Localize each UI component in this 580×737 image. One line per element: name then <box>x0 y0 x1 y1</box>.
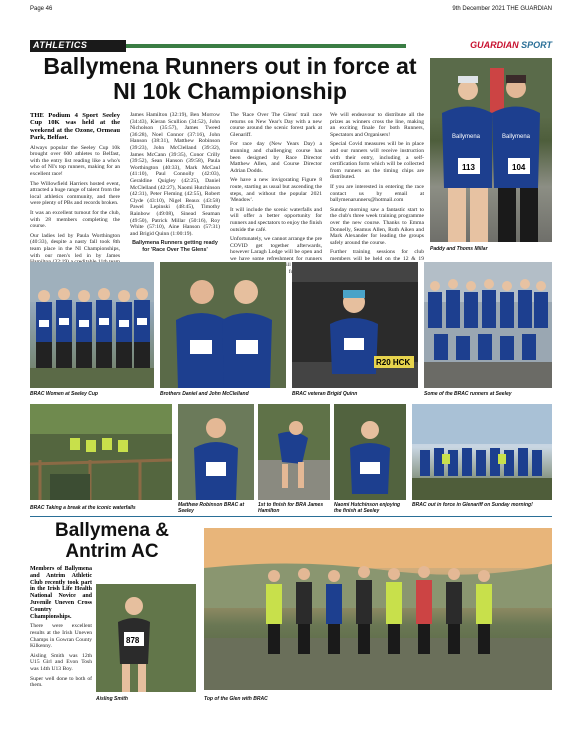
section-label-text: ATHLETICS <box>33 40 88 50</box>
photo-matthew-art <box>178 404 254 500</box>
article1-col2 <box>130 112 220 260</box>
caption-top-glen: Top of the Glen with BRAC <box>204 696 268 702</box>
article1-para: The Willowfield Harriers hosted event, attracted a huge range of talent from the local athletics community, and there were plenty of PBs and records broken. <box>30 180 120 207</box>
photo-hamilton <box>258 404 330 500</box>
article1-para: It was an excellent turnout for the club, with 28 members completing the course. <box>30 209 120 230</box>
photo-matthew <box>178 404 254 500</box>
caption-brothers: Brothers Daniel and John McClelland <box>160 391 249 397</box>
headline-ballymena-antrim: Ballymena & Antrim AC <box>54 520 170 562</box>
article1-para: Special Covid measures will be in place and our runners will receive instruction with their entry, including a self-certification form which will be collected from runners as the timing chips are distributed. <box>330 141 424 181</box>
photo-top-glen-art <box>204 528 552 690</box>
brand-logo <box>470 40 552 50</box>
article1-subhead: Ballymena Runners getting ready for 'Race Over The Glens' <box>132 240 218 253</box>
bib-right: 104 <box>512 163 526 172</box>
photo-waterfalls-art <box>30 404 172 500</box>
section-divider <box>30 516 552 517</box>
photo-some-runners <box>424 262 552 388</box>
caption-hamilton: 1st to finish for BRA James Hamilton <box>258 502 324 514</box>
article1-para: If you are interested in entering the race contact us by email at ballymenarunners@hotmail.com <box>330 183 424 204</box>
article2-lead: Members of Ballymena and Antrim Athletic Club recently took part in the Irish Life Health National Novice and Juvenile Uneven Cross Country Championships. <box>30 566 92 620</box>
date-publication: 9th December 2021 THE GUARDIAN <box>452 6 552 12</box>
photo-waterfalls <box>30 404 172 500</box>
photo-glenariff-art <box>412 404 552 500</box>
shirt-text-right: Ballymena <box>502 134 531 140</box>
photo-brothers-art <box>160 262 286 388</box>
article1-para: Unfortunately, we cannot arrange the pre COVID get together afterwards, however Laragh Lodge will be open and we have some refreshment for runners will <box>230 236 322 269</box>
photo-aisling-art <box>96 584 196 692</box>
photo-hamilton-art <box>258 404 330 500</box>
photo-top-glen <box>204 528 552 690</box>
bib-left: 113 <box>462 163 475 172</box>
photo-brothers <box>160 262 286 388</box>
caption-waterfalls: BRAC Taking a break at the iconic waterfalls <box>30 505 136 511</box>
results-list: James Hamilton (32:19), Ben Morrow (34:43), Kieran Scullion (34:52), John Nicholson (35:57), James Tweed (36:28), Noel Connor (37:16), John Hanson (38:31), Matthew Robinson (39:23), John McClelland (39:32), James McCann (39:35), Conor Crilly (39:52), Sean Hanson (39:58), Paula Worthington (40:33), Mark McCaul (41:10), Paul Connolly (42:03), Geraldine Quigley (42:25), Daniel McClelland (42:27), Naomi Hutchinson (42:31), Peter Fleming (42:55), Robert Clyde (43:10), Nigel Beaux (43:58) Pawel Lepinski (48:45), Timothy Rainbow (49:08), Sinead Seaman (49:50), Patrick Millar (50:16), Roy White (57:10), Aine Hanson (57:31) and Brigid Quinn (1:00:19). <box>130 112 220 237</box>
article1-para: Sunday morning saw a fantastic start to the club's three week training programme over the new course. Thanks to Emma Donnelly, Seamus Allen, Ruth Aiken and Mark Alexander for leading the groups safely around the course. <box>330 206 424 246</box>
article1-para: Our ladies led by Paula Worthington (40:33), despite a nasty fall took 8th team place in the NI Championships, with our men's led in by James <box>30 232 120 259</box>
article2-para: Aisling Smith was 12th U15 Girl and Evon Tosh was 14th U13 Boy. <box>30 652 92 672</box>
photo-naomi <box>334 404 406 500</box>
article2-para: Super well done to both of them. <box>30 675 92 689</box>
caption-some-runners: Some of the BRAC runners at Seeley <box>424 391 512 397</box>
article1-para: The 'Race Over The Glens' trail race returns on New Year's Day with a new course around the scenic forest park at Glenariff. <box>230 112 322 138</box>
article1-para: Always popular the Seeley Cup 10k brought over 600 athletes to Belfast, with the entry list reading like a who's who of NI's top runners, making for an excellent race! <box>30 144 120 177</box>
brand-red: GUARDIAN <box>470 40 519 50</box>
bib-aisling: 878 <box>126 636 140 645</box>
photo-women-seeley-art <box>30 262 154 388</box>
caption-glenariff: BRAC out in force in Glenariff on Sunday morning! <box>412 502 533 508</box>
article1-para: We will endeavour to distribute all the prizes as winners cross the line, making an exciting finale for both Runners, Spectators and Organisers! <box>330 112 424 138</box>
section-label <box>30 40 126 52</box>
caption-paddy-thoms: Paddy and Thoms Millar <box>430 246 488 252</box>
article1-col3 <box>230 112 322 269</box>
article1-para: Further training sessions for club members will be held on the 12 & 19 <box>330 249 424 262</box>
caption-matthew: Matthew Robinson BRAC at Seeley <box>178 502 245 514</box>
photo-some-runners-art <box>424 262 552 388</box>
article1-para: We have a new invigorating Figure 8 route, starting as usual but ascending the steps, and without the popular 2021 'Meadow'. <box>230 177 322 204</box>
photo-women-seeley <box>30 262 154 388</box>
photo-aisling <box>96 584 196 692</box>
number-plate: R20 HCK <box>376 358 411 367</box>
section-stripe <box>126 44 406 48</box>
article1-para: It will include the scenic waterfalls and will offer a better opportunity for runners and spectators to enjoy the finish outside the café. <box>230 206 322 233</box>
photo-glenariff <box>412 404 552 500</box>
headline-main: Ballymena Runners out in force at NI 10k Championship <box>43 53 417 104</box>
photo-paddy-thoms-art <box>430 58 552 242</box>
photo-naomi-art <box>334 404 406 500</box>
article1-lead: THE Podium 4 Sport Seeley Cup 10K was held at the weekend at the Ozone, Ormeau Park, Belfast. <box>30 112 120 142</box>
photo-paddy-thoms <box>430 58 552 242</box>
article1-col4 <box>330 112 424 260</box>
article1-para: For race day (New Years Day) a stunning and challenging course has been designed by Race Director Matthew Allen, and Course Director Adrian Dodds. <box>230 141 322 174</box>
brand-blue: SPORT <box>521 40 552 50</box>
page-number: Page 46 <box>30 6 53 12</box>
caption-women-seeley: BRAC Women at Seeley Cup <box>30 391 98 397</box>
article1-col1 <box>30 112 120 260</box>
photo-veteran-art <box>292 262 418 388</box>
article2-body <box>30 566 92 702</box>
caption-aisling: Aisling Smith <box>96 696 128 702</box>
article2-para: There were excellent results at the Irish Uneven Champs in Gowran County Kilkenny. <box>30 623 92 650</box>
shirt-text-left: Ballymena <box>452 134 481 140</box>
caption-naomi: Naomi Hutchinson enjoying the finish at Seeley <box>334 502 401 514</box>
caption-veteran: BRAC veteran Brigid Quinn <box>292 391 358 397</box>
photo-veteran <box>292 262 418 388</box>
